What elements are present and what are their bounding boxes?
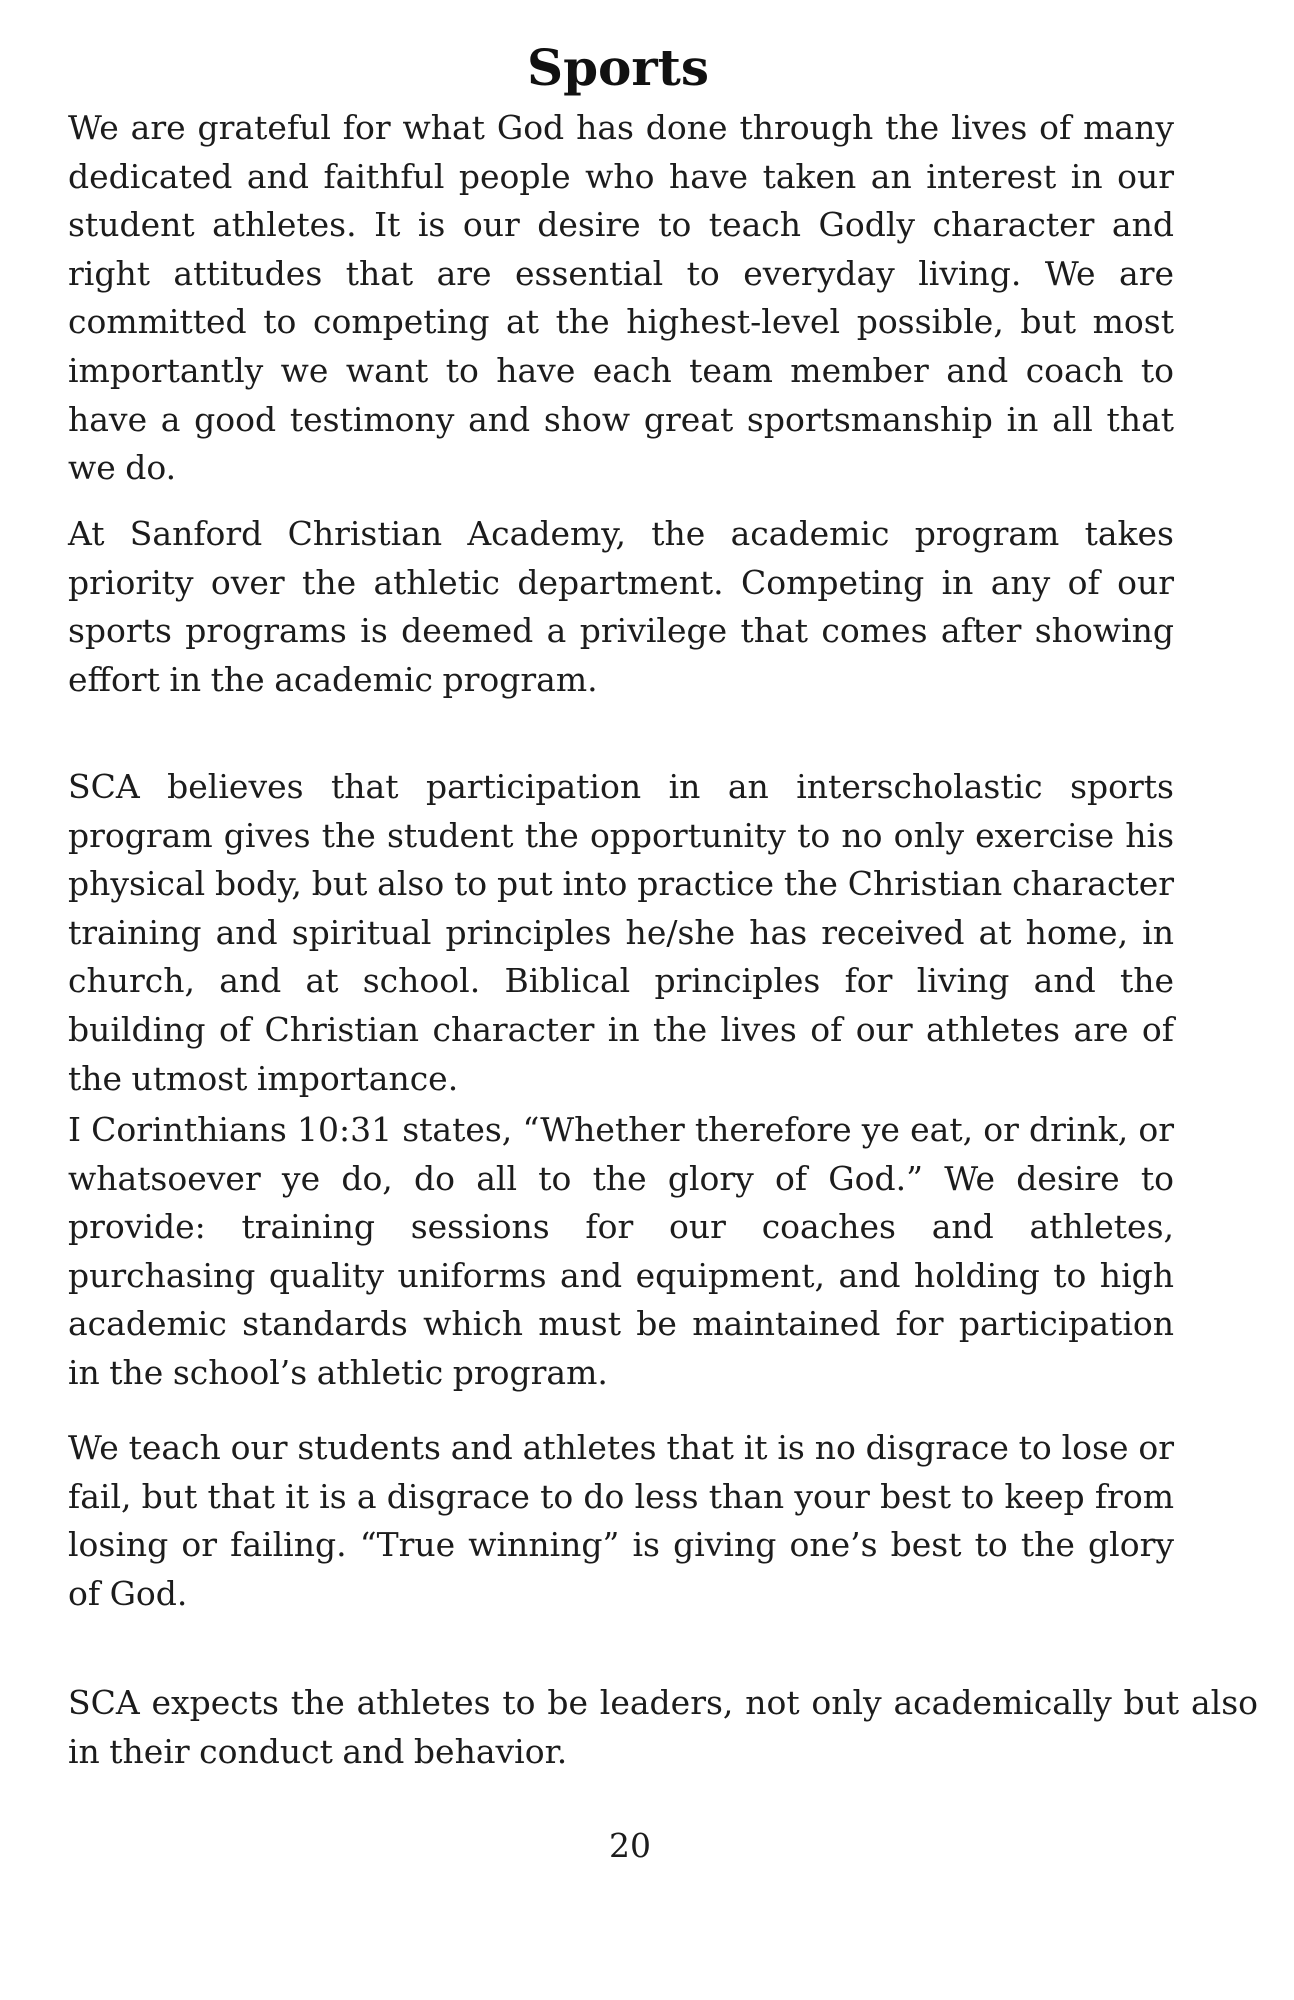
paragraph-academic-priority: At Sanford Christian Academy, the academic program takes priority over the athletic department. Competing in any of our sports programs is deemed a privilege that comes after showing effort in the academic program. xyxy=(68,514,1174,699)
paragraph-leadership: SCA expects the athletes to be leaders, not only academically but also in their conduct and behavior. xyxy=(68,1683,1258,1771)
paragraph-participation: SCA believes that participation in an interscholastic sports program gives the student the opportunity to no only exercise his physical body, but also to put into practice the Christian character training and spiritual principles he/she has received at home, in church, and at school. Biblical principles for living and the building of Christian character in the lives of our athletes are of the utmost importance. xyxy=(68,767,1174,1098)
page-number: 20 xyxy=(609,1826,651,1865)
paragraph-gratitude: We are grateful for what God has done through the lives of many dedicated and faithful people who have taken an interest in our student athletes. It is our desire to teach Godly character and right attitudes that are essential to everyday living. We are committed to competing at the highest-level possible, but most importantly we want to have each team member and coach to have a good testimony and show great sportsmanship in all that we do. xyxy=(68,108,1174,488)
paragraph-true-winning: We teach our students and athletes that it is no disgrace to lose or fail, but that it is a disgrace to do less than your best to keep from losing or failing. “True winning” is giving one’s best to the glory of God. xyxy=(68,1428,1174,1613)
page-title: Sports xyxy=(526,38,709,97)
paragraph-corinthians: I Corinthians 10:31 states, “Whether therefore ye eat, or drink, or whatsoever ye do, do all to the glory of God.” We desire to provide: training sessions for our coaches and athletes, purchasing quality uniforms and equipment, and holding to high academic standards which must be maintained for participation in the school’s athletic program. xyxy=(68,1110,1174,1392)
